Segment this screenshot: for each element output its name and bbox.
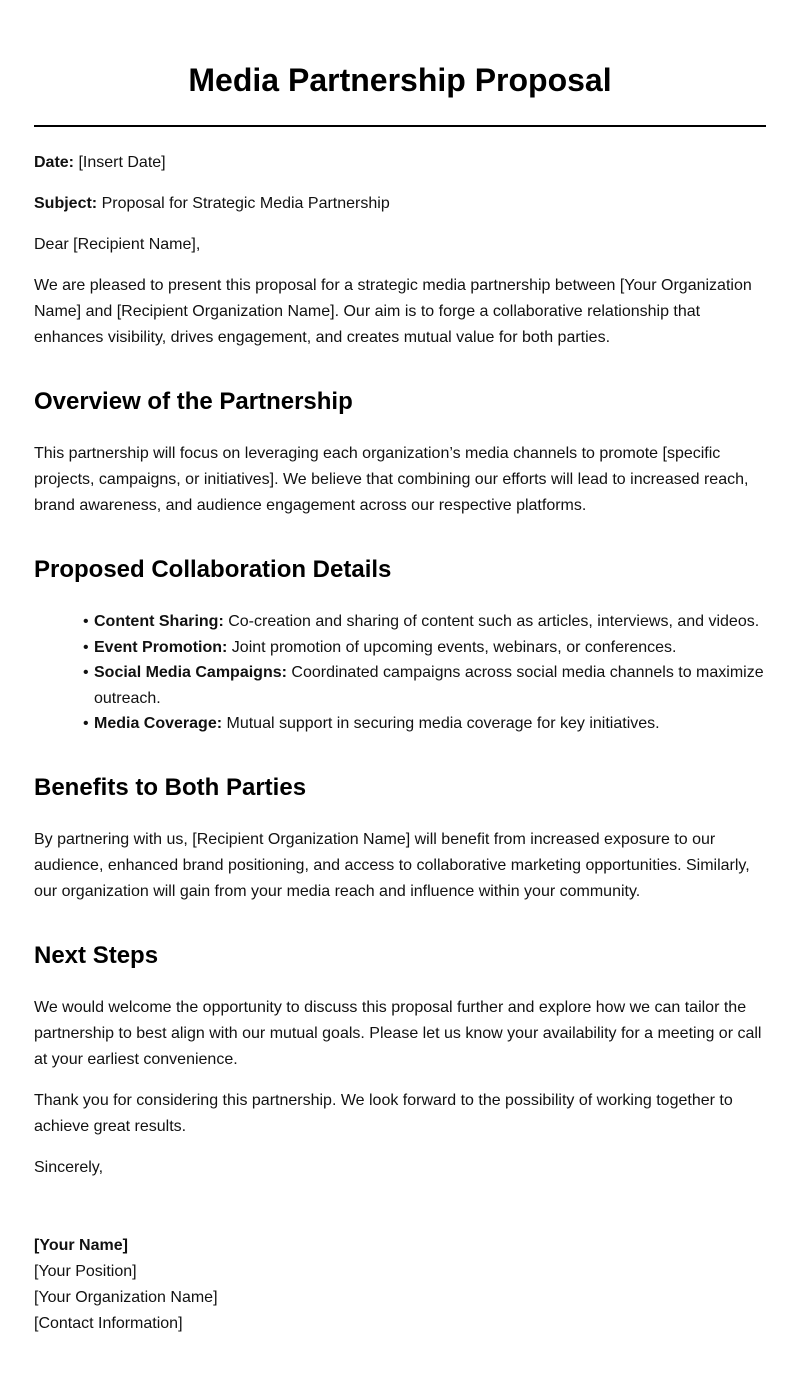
list-item-label: Content Sharing: [94, 613, 224, 630]
intro-paragraph: We are pleased to present this proposal for a strategic media partnership between [Your Organization Name] and [Recipient Organization Name]. Our aim is to forge a collaborative relationship that enhances visibility, drives engagement, and creates mutual value for both parties. [34, 277, 752, 346]
date-line [34, 150, 766, 176]
list-item-label: Social Media Campaigns: [94, 664, 287, 681]
title-divider [34, 125, 766, 127]
list-item-label: Event Promotion: [94, 638, 228, 656]
subject-value: Proposal for Strategic Media Partnership [101, 195, 390, 212]
list-item [83, 635, 766, 661]
list-item-text: Co-creation and sharing of content such as articles, interviews, and videos. [228, 613, 760, 630]
signature-position: [Your Position] [34, 1262, 137, 1280]
signature-contact: [Contact Information] [34, 1314, 183, 1332]
benefits-paragraph: By partnering with us, [Recipient Organization Name] will benefit from increased exposure to our audience, enhanced brand positioning, and access to collaborative marketing opportunities. Similarly, our organization will gain from your media reach and influence within your community. [34, 830, 750, 900]
list-item [83, 660, 766, 711]
subject-label: Subject: [34, 195, 98, 212]
signature-name: [Your Name] [34, 1236, 128, 1254]
closing-line: Sincerely, [34, 1158, 104, 1176]
overview-paragraph: This partnership will focus on leveraging each organization’s media channels to promote [specific projects, campaigns, or initiatives]. We believe that combining our efforts will lead to increased reach, brand awareness, and audience engagement across our respective platforms. [34, 445, 749, 514]
bullet: • [83, 638, 89, 656]
list-item [83, 609, 766, 635]
list-item-text: Joint promotion of upcoming events, webinars, or conferences. [231, 638, 677, 656]
date-value: [Insert Date] [78, 154, 166, 171]
list-item [83, 711, 766, 737]
date-label: Date: [34, 154, 75, 171]
next-steps-heading: Next Steps [34, 941, 159, 969]
collaboration-list [34, 609, 766, 737]
bullet: • [83, 664, 89, 681]
bullet: • [83, 715, 89, 732]
list-item-text: Mutual support in securing media coverage for key initiatives. [226, 715, 660, 732]
signature-block [34, 1233, 766, 1337]
overview-heading: Overview of the Partnership [34, 388, 353, 415]
bullet: • [83, 613, 89, 630]
greeting: Dear [Recipient Name], [34, 236, 201, 253]
thanks-paragraph: Thank you for considering this partnership. We look forward to the possibility of working together to achieve great results. [34, 1091, 733, 1135]
list-item-label: Media Coverage: [94, 715, 223, 732]
signature-organization: [Your Organization Name] [34, 1288, 218, 1306]
list-item-text: Coordinated campaigns across social media channels to maximize outreach. [94, 664, 764, 707]
benefits-heading: Benefits to Both Parties [34, 773, 307, 801]
document-title: Media Partnership Proposal [188, 62, 612, 98]
next-steps-paragraph: We would welcome the opportunity to discuss this proposal further and explore how we can tailor the partnership to best align with our mutual goals. Please let us know your availability for a meeting or call at your earliest convenience. [34, 998, 762, 1068]
collaboration-heading: Proposed Collaboration Details [34, 556, 392, 583]
subject-line [34, 191, 766, 217]
